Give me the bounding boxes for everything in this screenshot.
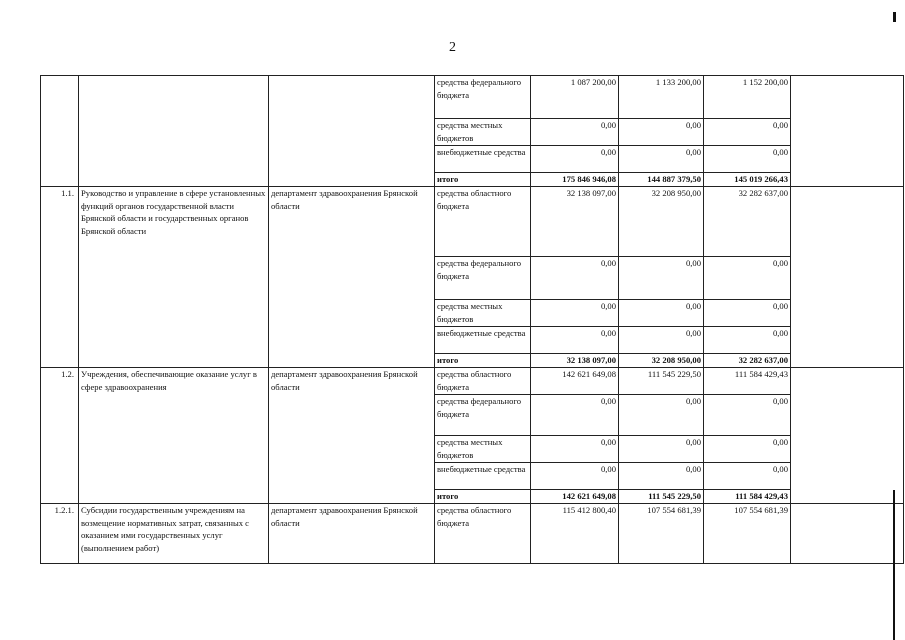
- value-year-1: 142 621 649,08: [531, 368, 619, 395]
- value-year-2: 0,00: [619, 257, 704, 300]
- empty-extra-column: [791, 76, 904, 187]
- funding-source: средства областного бюджета: [435, 504, 531, 564]
- executor-name: департамент здравоохранения Брянской области: [269, 187, 435, 368]
- funding-source: итого: [435, 354, 531, 368]
- value-year-3: 0,00: [704, 395, 791, 436]
- value-year-1: 0,00: [531, 300, 619, 327]
- measure-name: Субсидии государственным учреждениям на возмещение нормативных затрат, связанных с оказанием ими государственных услуг (выполнением работ): [79, 504, 269, 564]
- table-row: [41, 76, 904, 119]
- value-year-3: 0,00: [704, 257, 791, 300]
- value-year-2: 0,00: [619, 146, 704, 173]
- executor-name: [269, 76, 435, 187]
- value-year-1: 0,00: [531, 146, 619, 173]
- value-year-1: 1 087 200,00: [531, 76, 619, 119]
- empty-extra-column: [791, 187, 904, 368]
- row-number: 1.2.1.: [41, 504, 79, 564]
- value-year-1: 0,00: [531, 463, 619, 490]
- value-year-2: 32 208 950,00: [619, 354, 704, 368]
- value-year-2: 111 545 229,50: [619, 368, 704, 395]
- funding-source: средства местных бюджетов: [435, 119, 531, 146]
- measure-name: [79, 76, 269, 187]
- value-year-1: 0,00: [531, 257, 619, 300]
- value-year-3: 32 282 637,00: [704, 187, 791, 257]
- funding-source: средства областного бюджета: [435, 368, 531, 395]
- funding-source: средства федерального бюджета: [435, 76, 531, 119]
- funding-source: итого: [435, 173, 531, 187]
- value-year-3: 107 554 681,39: [704, 504, 791, 564]
- funding-source: итого: [435, 490, 531, 504]
- row-number: 1.2.: [41, 368, 79, 504]
- value-year-1: 0,00: [531, 395, 619, 436]
- funding-source: средства местных бюджетов: [435, 436, 531, 463]
- value-year-2: 0,00: [619, 395, 704, 436]
- funding-source: средства областного бюджета: [435, 187, 531, 257]
- budget-table: [40, 75, 904, 564]
- value-year-3: 111 584 429,43: [704, 490, 791, 504]
- value-year-2: 0,00: [619, 463, 704, 490]
- value-year-3: 111 584 429,43: [704, 368, 791, 395]
- table-row: [41, 368, 904, 395]
- executor-name: департамент здравоохранения Брянской области: [269, 368, 435, 504]
- empty-extra-column: [791, 504, 904, 564]
- funding-source: средства федерального бюджета: [435, 395, 531, 436]
- value-year-1: 32 138 097,00: [531, 187, 619, 257]
- value-year-1: 32 138 097,00: [531, 354, 619, 368]
- funding-source: внебюджетные средства: [435, 327, 531, 354]
- value-year-1: 0,00: [531, 436, 619, 463]
- funding-source: внебюджетные средства: [435, 146, 531, 173]
- value-year-3: 32 282 637,00: [704, 354, 791, 368]
- value-year-1: 115 412 800,40: [531, 504, 619, 564]
- value-year-3: 0,00: [704, 300, 791, 327]
- scan-edge-line: [893, 490, 895, 640]
- value-year-1: 0,00: [531, 327, 619, 354]
- value-year-3: 0,00: [704, 327, 791, 354]
- value-year-2: 144 887 379,50: [619, 173, 704, 187]
- value-year-1: 0,00: [531, 119, 619, 146]
- value-year-2: 111 545 229,50: [619, 490, 704, 504]
- value-year-2: 0,00: [619, 119, 704, 146]
- table-row: [41, 504, 904, 564]
- scan-mark: [893, 12, 896, 22]
- value-year-2: 0,00: [619, 327, 704, 354]
- measure-name: Руководство и управление в сфере установленных функций органов государственной власти Брянской области и государственных органов Брянской области: [79, 187, 269, 368]
- value-year-3: 0,00: [704, 436, 791, 463]
- measure-name: Учреждения, обеспечивающие оказание услуг в сфере здравоохранения: [79, 368, 269, 504]
- page-number: 2: [449, 40, 456, 55]
- table-row: [41, 187, 904, 257]
- funding-source: внебюджетные средства: [435, 463, 531, 490]
- value-year-3: 0,00: [704, 463, 791, 490]
- row-number: [41, 76, 79, 187]
- table-body: [41, 76, 904, 564]
- row-number: 1.1.: [41, 187, 79, 368]
- value-year-3: 145 019 266,43: [704, 173, 791, 187]
- value-year-3: 0,00: [704, 119, 791, 146]
- value-year-2: 0,00: [619, 436, 704, 463]
- executor-name: департамент здравоохранения Брянской области: [269, 504, 435, 564]
- value-year-2: 107 554 681,39: [619, 504, 704, 564]
- empty-extra-column: [791, 368, 904, 504]
- value-year-3: 0,00: [704, 146, 791, 173]
- funding-source: средства местных бюджетов: [435, 300, 531, 327]
- value-year-1: 175 846 946,08: [531, 173, 619, 187]
- value-year-1: 142 621 649,08: [531, 490, 619, 504]
- value-year-2: 1 133 200,00: [619, 76, 704, 119]
- value-year-3: 1 152 200,00: [704, 76, 791, 119]
- value-year-2: 32 208 950,00: [619, 187, 704, 257]
- funding-source: средства федерального бюджета: [435, 257, 531, 300]
- value-year-2: 0,00: [619, 300, 704, 327]
